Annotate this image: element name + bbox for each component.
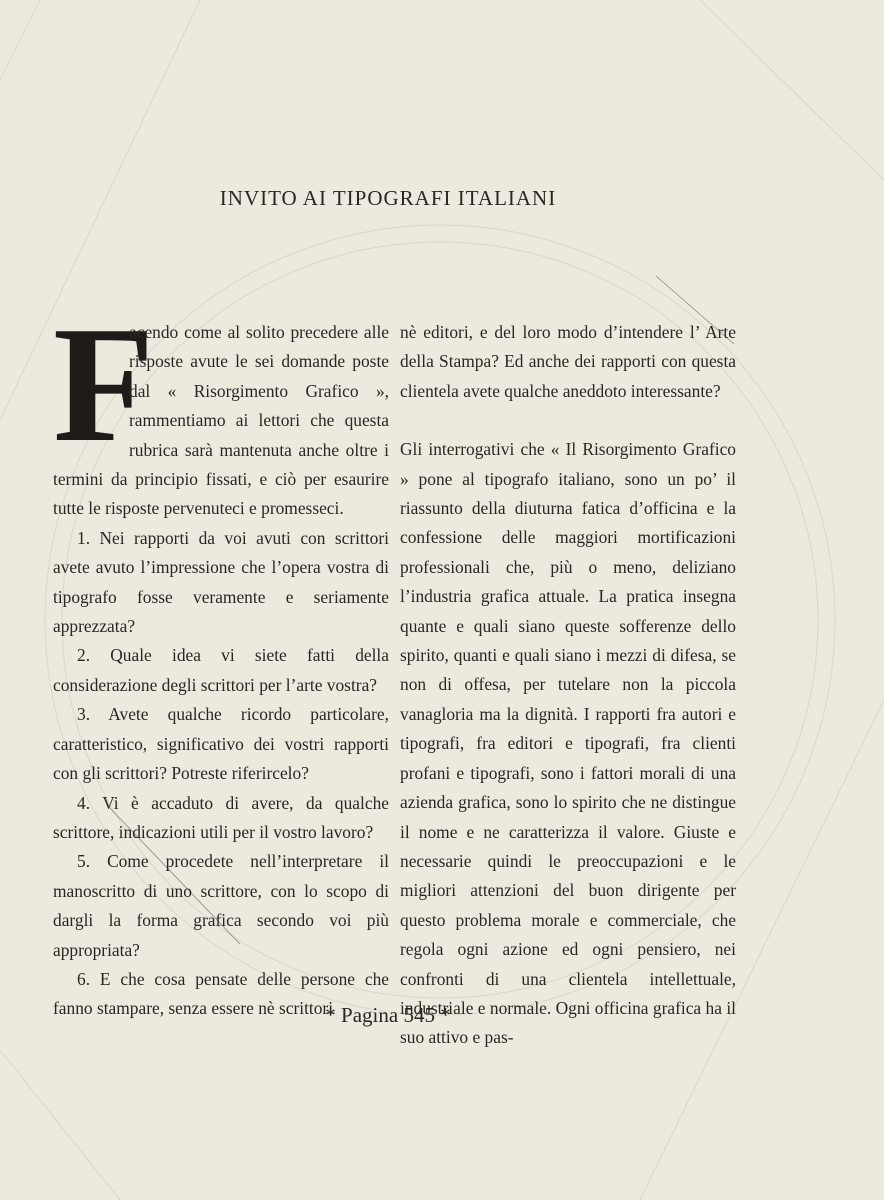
drop-cap: F [53, 292, 155, 476]
left-column [53, 292, 389, 1024]
question-1: 1. Nei rapporti da voi avuti con scrittori avete avuto l’impressione che l’opera vostra di tipografo fosse veramente e seriamente apprezzata? [53, 527, 389, 637]
page-title: INVITO AI TIPOGRAFI ITALIANI [219, 186, 557, 210]
question-2: 2. Quale idea vi siete fatti della considerazione degli scrittori per l’arte vostra? [53, 645, 389, 695]
page-number: * Pagina 545 * [325, 1003, 451, 1027]
question-6: 6. E che cosa pensate delle persone che fanno stampare, senza essere nè scrittori [53, 968, 389, 1019]
intro-paragraph [53, 292, 389, 524]
question-3: 3. Avete qualche ricordo particolare, caratteristico, significativo dei vostri rapporti con gli scrittori? Potreste riferircelo? [53, 704, 389, 784]
answer-paragraph: Gli interrogativi che « Il Risorgimento Grafico » pone al tipografo italiano, sono un po’ il riassunto della diuturna fatica d’officina e la confessione delle maggiori mortificazioni professionali che, più o meno, deliziano l’industria grafica attuale. La pratica insegna quante e quali siano queste sofferenze dello spirito, quanti e quali siano i mezzi di difesa, se non di offesa, per tutelare non la piccola vanagloria ma la dignità. I rapporti fra autori e tipografi, fra editori e tipografi, fra clienti profani e tipografi, sono i fattori morali di una azienda grafica, sono lo spirito che ne distingue il nome e ne caratterizza il valore. Giuste e necessarie quindi le preoccupazioni e le migliori attenzioni del buon dirigente per questo problema morale e commerciale, che regola ogni azione ed ogni pensiero, nei confronti di una clientela intellettuale, industriale e normale. Ogni officina grafica ha il suo attivo e pas- [400, 439, 736, 1048]
question-6-continued: nè editori, e del loro modo d’intendere l’ Arte della Stampa? Ed anche dei rapporti con questa clientela avete qualche aneddoto interessante? [400, 322, 736, 401]
intro-text: acendo come al solito precedere alle risposte avute le sei domande poste dal « Risorgimento Grafico », rammentiamo ai lettori che questa rubrica sarà mantenuta anche oltre i termini da principio fissati, e ciò per esaurire tutte le risposte pervenuteci e promesseci. [53, 322, 389, 519]
question-4: 4. Vi è accaduto di avere, da qualche scrittore, indicazioni utili per il vostro lavoro? [53, 792, 389, 842]
right-column [400, 318, 736, 1053]
question-5: 5. Come procedete nell’interpretare il manoscritto di uno scrittore, con lo scopo di dargli la forma grafica secondo voi più appropriata? [53, 851, 389, 960]
